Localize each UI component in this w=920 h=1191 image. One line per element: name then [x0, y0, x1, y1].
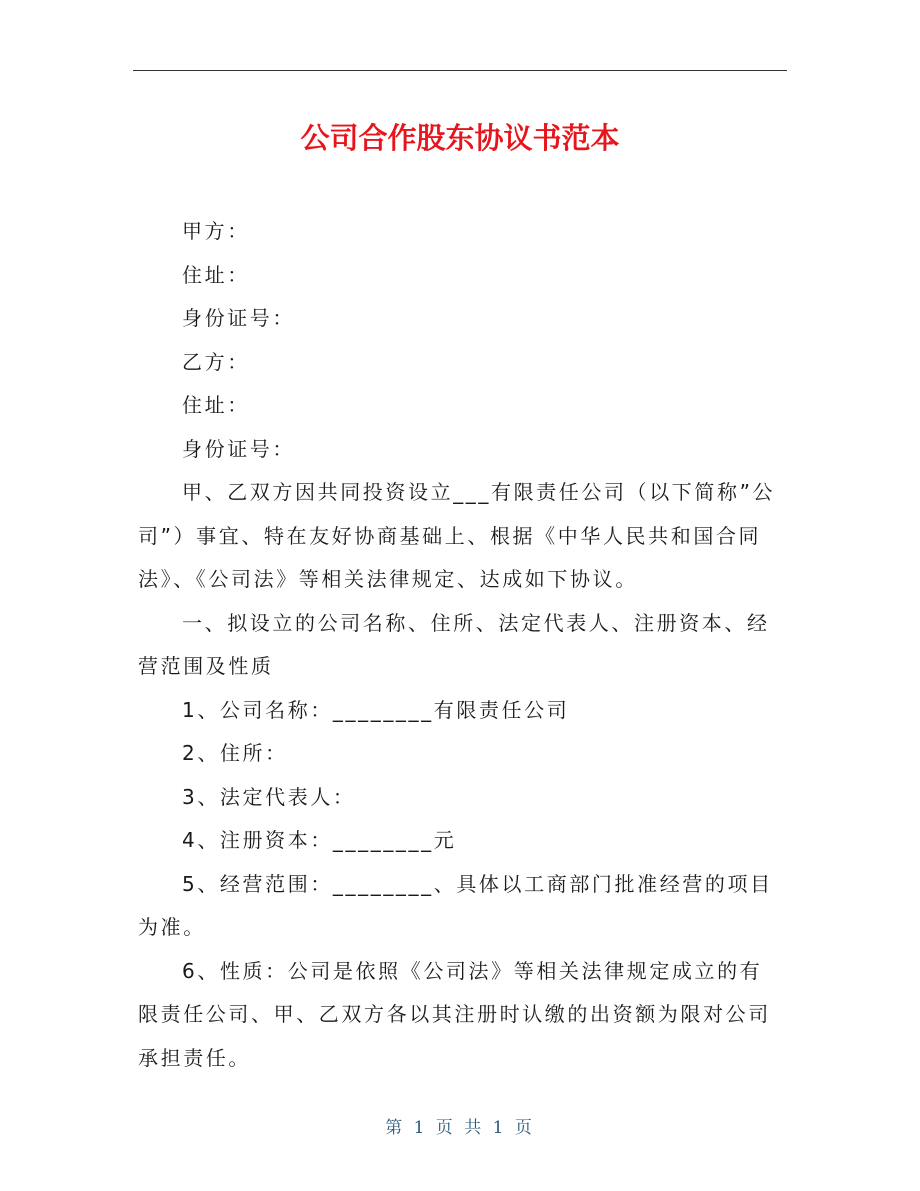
party-a-id-number: 身份证号： [182, 306, 295, 330]
party-a-label: 甲方： [182, 219, 250, 243]
clause-business-scope: 5、经营范围：________、具体以工商部门批准经营的项目为准。 [138, 871, 773, 939]
party-b-address: 住址： [182, 393, 250, 417]
section-one-heading: 一、拟设立的公司名称、住所、法定代表人、注册资本、经营范围及性质 [138, 610, 770, 678]
preamble-paragraph: 甲、乙双方因共同投资设立___有限责任公司（以下简称”公司”）事宜、特在友好协商基础上、根据《中华人民共和国合同法》、《公司法》等相关法律规定、达成如下协议。 [138, 480, 776, 591]
party-a-address: 住址： [182, 262, 250, 287]
clause-domicile: 2、住所： [182, 741, 288, 765]
document-body [138, 210, 782, 1080]
page-number-footer: 第 1 页 共 1 页 [385, 1118, 535, 1138]
party-b-id-number: 身份证号： [182, 436, 295, 461]
clause-legal-representative: 3、法定代表人： [182, 784, 356, 809]
clause-company-name: 1、公司名称：________有限责任公司 [182, 697, 570, 722]
clause-registered-capital: 4、注册资本：________元 [182, 828, 457, 852]
header-rule [133, 70, 787, 71]
party-b-label: 乙方： [182, 349, 250, 374]
clause-nature: 6、性质：公司是依照《公司法》等相关法律规定成立的有限责任公司、甲、乙双方各以其注册时认缴的出资额为限对公司承担责任。 [138, 958, 771, 1070]
document-title: 公司合作股东协议书范本 [300, 121, 620, 155]
